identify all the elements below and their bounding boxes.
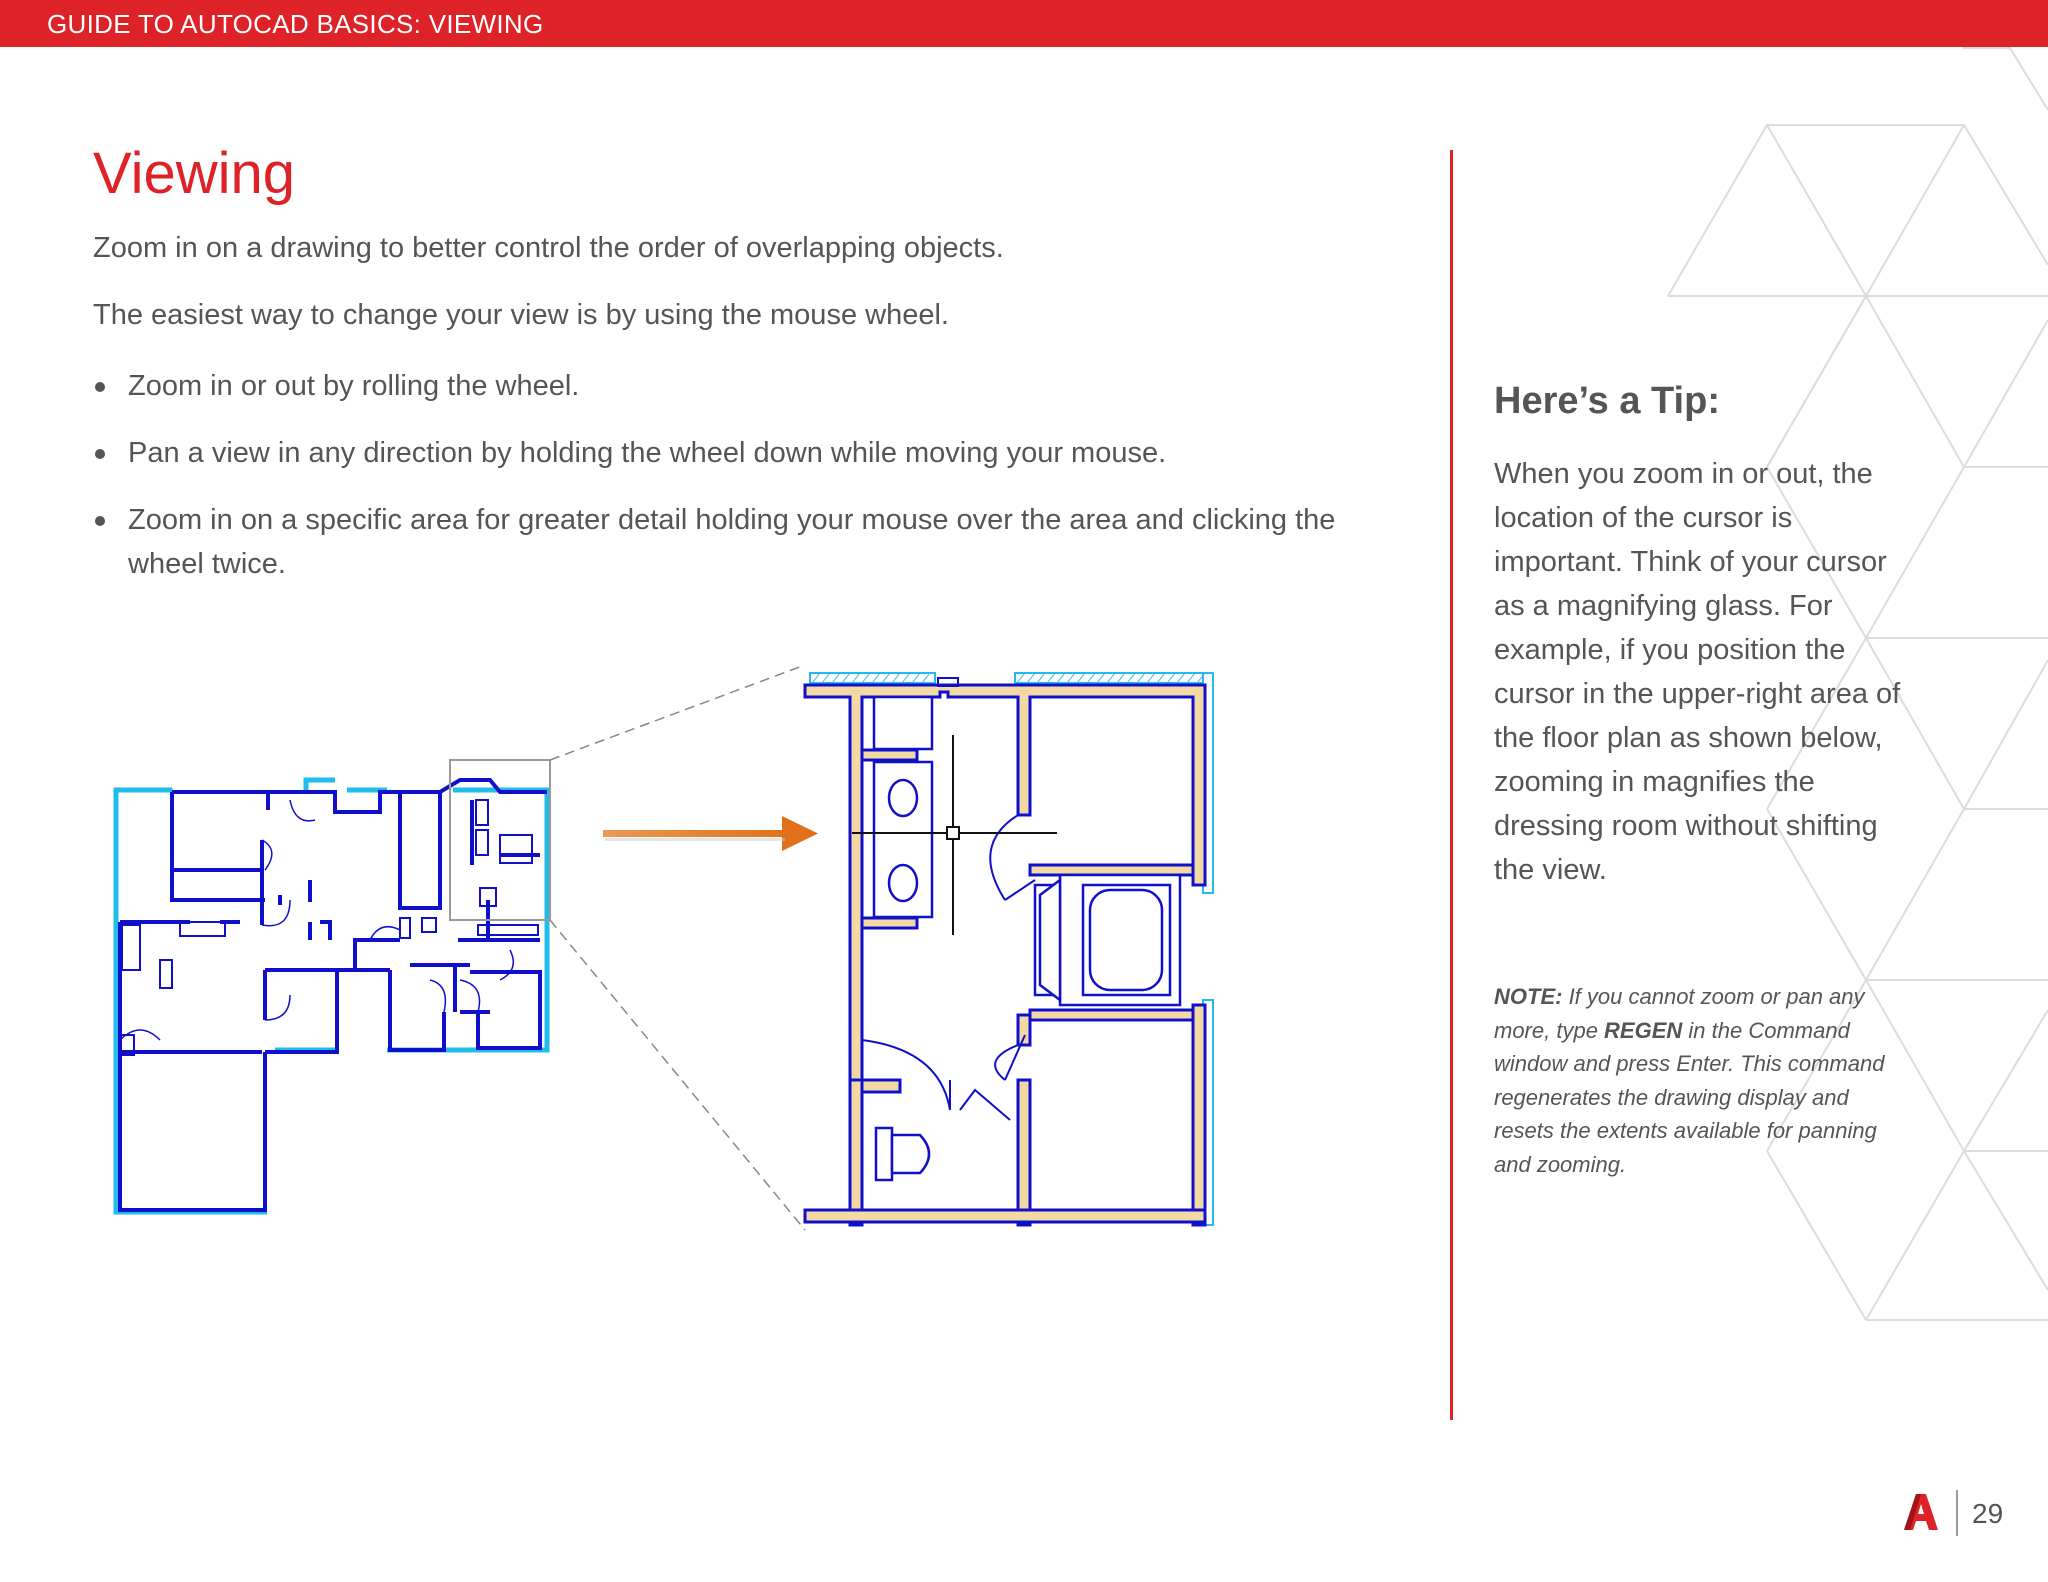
vertical-divider: [1450, 150, 1453, 1420]
full-floor-plan: [116, 760, 550, 1212]
bullet-pan: Pan a view in any direction by holding the wheel down while moving your mouse.: [93, 431, 1413, 475]
header-bar: [0, 0, 2048, 47]
zoomed-dressing-room-plan: [805, 673, 1213, 1225]
tip-body: When you zoom in or out, the location of the cursor is important. Think of your cursor as a magnifying glass. For example, if you position the cursor in the upper-right area of the floor plan as shown below, zooming in magnifies the dressing room without shifting the view.: [1494, 458, 1901, 886]
note-text-part-1: If you cannot zoom or pan any more, type: [1494, 984, 1865, 1043]
page-number: 29: [1972, 1498, 2004, 1529]
bullet-zoom-area: Zoom in on a specific area for greater detail holding your mouse over the area and clicking the wheel twice.: [93, 498, 1413, 586]
zoom-connector-lines: [550, 665, 805, 1230]
note-label: NOTE:: [1494, 984, 1563, 1009]
bullet-zoom: Zoom in or out by rolling the wheel.: [93, 364, 1413, 408]
note-command: REGEN: [1604, 1017, 1683, 1043]
autocad-logo-icon: [1904, 1494, 1938, 1530]
zoom-arrow-icon: [603, 816, 818, 851]
intro-paragraph: Zoom in on a drawing to better control the order of overlapping objects.: [93, 232, 1004, 264]
mouse-wheel-paragraph: The easiest way to change your view is by using the mouse wheel.: [93, 299, 949, 331]
page-title: Viewing: [93, 141, 296, 206]
note-text-part-2: in the Command window and press Enter. This command regenerates the drawing display and resets the extents available for panning and zooming.: [1494, 1017, 1885, 1177]
note-text: [1494, 980, 1914, 1181]
floor-plan-zoom-figure: [100, 640, 1260, 1240]
footer-separator: [1956, 1490, 1958, 1536]
bullet-list: [93, 364, 1413, 609]
tip-heading: Here’s a Tip:: [1494, 380, 1720, 422]
header-title: GUIDE TO AUTOCAD BASICS: VIEWING: [47, 9, 544, 39]
